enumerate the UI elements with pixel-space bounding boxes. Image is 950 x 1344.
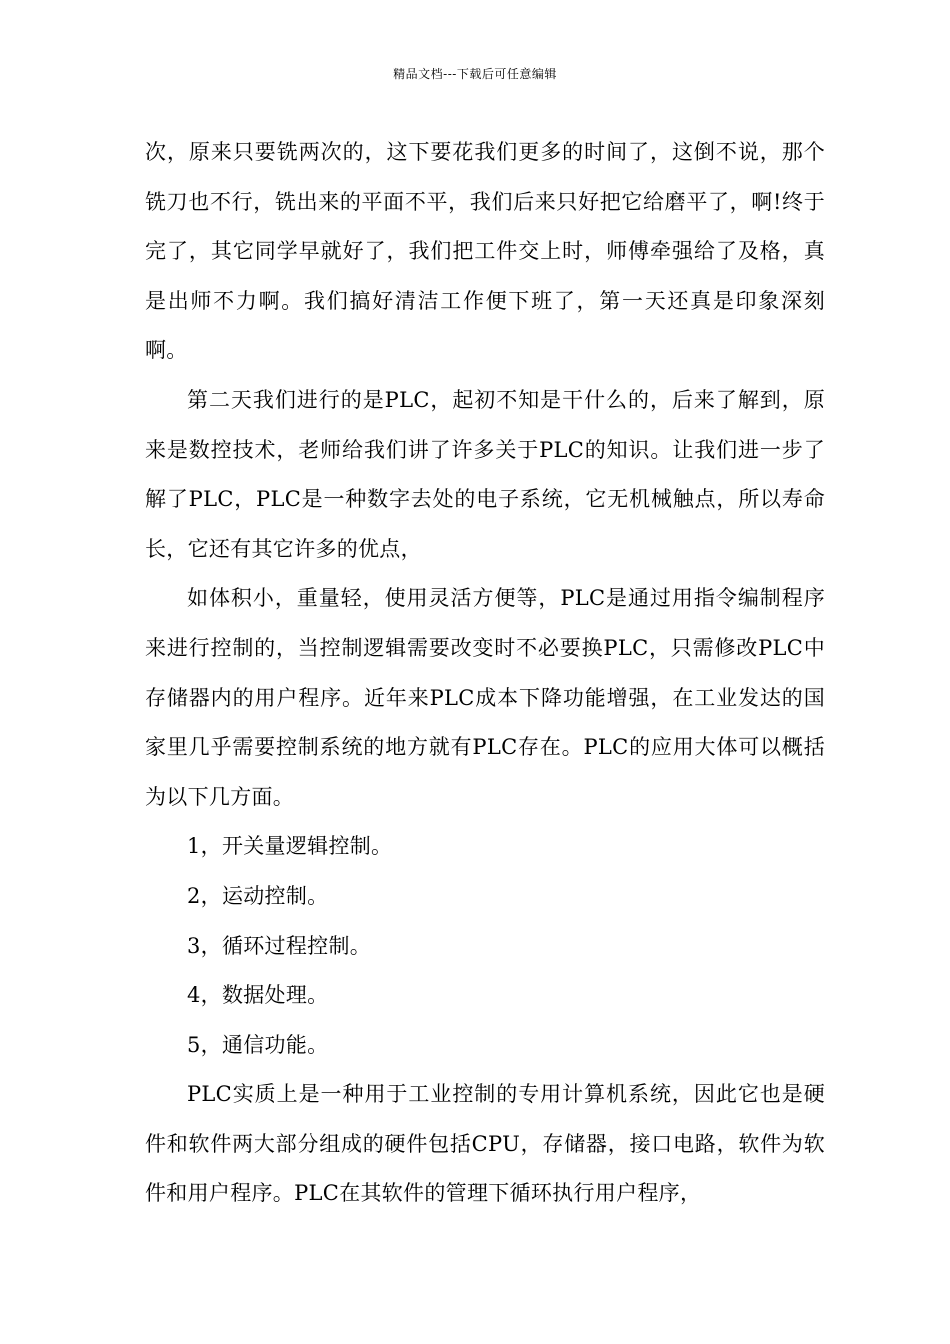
paragraph-continued: 次，原来只要铣两次的，这下要花我们更多的时间了，这倒不说，那个铣刀也不行，铣出来的平面不平，我们后来只好把它给磨平了，啊!终于完了，其它同学早就好了，我们把工件交上时，师傅牵强给了及格，真是出师不力啊。我们搞好清洁工作便下班了，第一天还真是印象深刻啊。 [145, 140, 825, 363]
list-item: 5，通信功能。 [187, 1032, 329, 1057]
document-body [145, 128, 825, 1219]
paragraph-plc-system: PLC实质上是一种用于工业控制的专用计算机系统，因此它也是硬件和软件两大部分组成的硬件包括CPU，存储器，接口电路，软件为软件和用户程序。PLC在其软件的管理下循环执行用户程序， [145, 1082, 825, 1206]
list-item: 4，数据处理。 [187, 983, 329, 1008]
paragraph-plc-advantages: 如体积小，重量轻，使用灵活方便等，PLC是通过用指令编制程序来进行控制的，当控制逻辑需要改变时不必要换PLC，只需修改PLC中存储器内的用户程序。近年来PLC成本下降功能增强，在工业发达的国家里几乎需要控制系统的地方就有PLC存在。PLC的应用大体可以概括为以下几方面。 [145, 586, 825, 809]
list-item: 3，循环过程控制。 [187, 933, 372, 958]
list-item: 1，开关量逻辑控制。 [187, 834, 393, 859]
list-item: 2，运动控制。 [187, 883, 329, 908]
page-header: 精品文档---下载后可任意编辑 [393, 67, 557, 81]
paragraph-plc-intro: 第二天我们进行的是PLC，起初不知是干什么的，后来了解到，原来是数控技术，老师给我们讲了许多关于PLC的知识。让我们进一步了解了PLC，PLC是一种数字去处的电子系统，它无机械触点，所以寿命长，它还有其它许多的优点， [145, 387, 825, 561]
